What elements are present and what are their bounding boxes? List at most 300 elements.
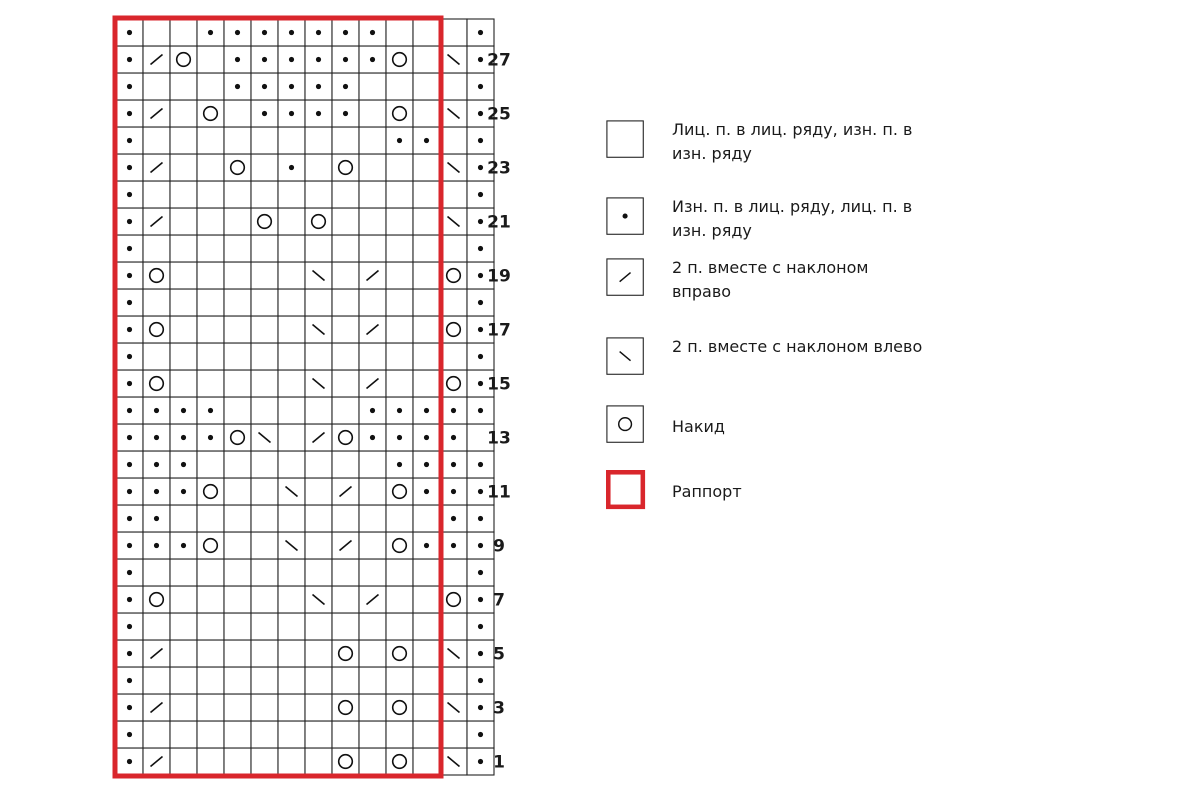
chart-cell — [440, 289, 467, 316]
chart-cell — [251, 181, 278, 208]
chart-cell — [332, 208, 359, 235]
purl-dot — [424, 489, 429, 494]
chart-cell — [386, 505, 413, 532]
chart-cell — [413, 505, 440, 532]
chart-cell — [197, 694, 224, 721]
chart-cell — [278, 208, 305, 235]
chart-cell — [386, 316, 413, 343]
purl-dot — [478, 354, 483, 359]
chart-cell — [440, 559, 467, 586]
chart-cell — [278, 397, 305, 424]
chart-cell — [143, 343, 170, 370]
chart-cell — [143, 370, 170, 397]
chart-cell — [197, 532, 224, 559]
chart-cell — [170, 316, 197, 343]
chart-cell — [197, 208, 224, 235]
purl-dot — [127, 111, 132, 116]
purl-dot — [478, 138, 483, 143]
row-number: 19 — [487, 266, 511, 287]
chart-cell — [305, 451, 332, 478]
purl-dot — [424, 462, 429, 467]
purl-dot — [127, 84, 132, 89]
chart-cell — [224, 181, 251, 208]
chart-cell — [332, 316, 359, 343]
purl-dot — [127, 138, 132, 143]
chart-cell — [278, 289, 305, 316]
chart-cell — [332, 748, 359, 775]
chart-cell — [170, 208, 197, 235]
chart-cell — [170, 289, 197, 316]
chart-cell — [251, 289, 278, 316]
purl-dot — [478, 408, 483, 413]
chart-cell — [359, 721, 386, 748]
chart-cell — [224, 343, 251, 370]
row-number: 11 — [487, 482, 511, 503]
legend-symbol-blank-icon — [606, 120, 646, 160]
chart-cell — [278, 667, 305, 694]
chart-cell — [251, 235, 278, 262]
chart-cell — [386, 235, 413, 262]
chart-cell — [386, 100, 413, 127]
chart-cell — [224, 154, 251, 181]
purl-dot — [235, 30, 240, 35]
chart-cell — [224, 100, 251, 127]
row-number: 7 — [493, 590, 505, 611]
purl-dot — [127, 57, 132, 62]
chart-cell — [332, 559, 359, 586]
chart-cell — [386, 181, 413, 208]
purl-dot — [127, 165, 132, 170]
purl-dot — [154, 435, 159, 440]
purl-dot — [262, 57, 267, 62]
legend-item-repeat — [606, 470, 932, 510]
chart-cell — [143, 316, 170, 343]
chart-cell — [359, 640, 386, 667]
chart-cell — [251, 397, 278, 424]
chart-cell — [413, 694, 440, 721]
chart-cell — [197, 343, 224, 370]
legend-item-blank — [606, 120, 932, 166]
purl-dot — [127, 435, 132, 440]
chart-cell — [170, 667, 197, 694]
chart-cell — [359, 505, 386, 532]
chart-cell — [440, 181, 467, 208]
chart-cell — [332, 586, 359, 613]
chart-cell — [197, 181, 224, 208]
chart-cell — [413, 181, 440, 208]
purl-dot — [127, 516, 132, 521]
chart-cell — [224, 613, 251, 640]
chart-cell — [332, 154, 359, 181]
chart-cell — [413, 748, 440, 775]
row-number: 27 — [487, 50, 511, 71]
chart-cell — [224, 289, 251, 316]
purl-dot — [127, 624, 132, 629]
purl-dot — [451, 543, 456, 548]
chart-cell — [197, 586, 224, 613]
purl-dot — [424, 543, 429, 548]
chart-cell — [413, 559, 440, 586]
purl-dot — [181, 408, 186, 413]
chart-cell — [143, 559, 170, 586]
legend-symbol-repeat-icon — [606, 470, 646, 510]
chart-cell — [251, 640, 278, 667]
chart-cell — [413, 667, 440, 694]
chart-cell — [359, 100, 386, 127]
chart-cell — [251, 127, 278, 154]
chart-cell — [359, 154, 386, 181]
row-number: 9 — [493, 536, 505, 557]
chart-cell — [305, 559, 332, 586]
chart-cell — [413, 100, 440, 127]
chart-cell — [170, 505, 197, 532]
purl-dot — [154, 516, 159, 521]
chart-cell — [278, 748, 305, 775]
purl-dot — [424, 435, 429, 440]
chart-cell — [440, 721, 467, 748]
purl-dot — [127, 408, 132, 413]
chart-cell — [386, 289, 413, 316]
purl-dot — [316, 84, 321, 89]
chart-cell — [170, 370, 197, 397]
purl-dot — [478, 462, 483, 467]
chart-cell — [278, 370, 305, 397]
purl-dot — [127, 732, 132, 737]
legend-item-slash-right — [606, 258, 932, 304]
purl-dot — [478, 57, 483, 62]
chart-cell — [170, 46, 197, 73]
chart-cell — [305, 667, 332, 694]
chart-cell — [440, 316, 467, 343]
chart-cell — [386, 73, 413, 100]
chart-cell — [251, 748, 278, 775]
purl-dot — [397, 408, 402, 413]
purl-dot — [478, 246, 483, 251]
chart-cell — [143, 262, 170, 289]
chart-cell — [143, 721, 170, 748]
purl-dot — [127, 543, 132, 548]
purl-dot — [451, 489, 456, 494]
chart-cell — [278, 559, 305, 586]
purl-dot — [154, 462, 159, 467]
purl-dot — [127, 705, 132, 710]
chart-cell — [278, 262, 305, 289]
chart-cell — [251, 694, 278, 721]
purl-dot — [289, 165, 294, 170]
chart-cell — [332, 397, 359, 424]
chart-cell — [224, 370, 251, 397]
purl-dot — [127, 678, 132, 683]
chart-cell — [440, 262, 467, 289]
chart-cell — [359, 559, 386, 586]
chart-cell — [278, 451, 305, 478]
chart-cell — [170, 181, 197, 208]
purl-dot — [397, 462, 402, 467]
purl-dot — [154, 408, 159, 413]
chart-cell — [305, 532, 332, 559]
chart-cell — [143, 289, 170, 316]
chart-cell — [359, 478, 386, 505]
chart-cell — [332, 127, 359, 154]
purl-dot — [370, 408, 375, 413]
chart-cell — [278, 694, 305, 721]
purl-dot — [478, 624, 483, 629]
chart-cell — [251, 505, 278, 532]
chart-cell — [224, 424, 251, 451]
chart-cell — [278, 127, 305, 154]
purl-dot — [262, 30, 267, 35]
legend-symbol-circle-icon — [606, 405, 646, 445]
purl-dot — [451, 435, 456, 440]
purl-dot — [343, 30, 348, 35]
chart-cell — [305, 613, 332, 640]
chart-cell — [332, 181, 359, 208]
chart-cell — [332, 262, 359, 289]
chart-cell — [440, 586, 467, 613]
purl-dot — [451, 462, 456, 467]
purl-dot — [478, 759, 483, 764]
chart-cell — [386, 343, 413, 370]
chart-cell — [224, 127, 251, 154]
row-number: 13 — [487, 428, 511, 449]
purl-dot — [316, 30, 321, 35]
chart-cell — [224, 667, 251, 694]
chart-cell — [413, 613, 440, 640]
chart-cell — [278, 343, 305, 370]
chart-cell — [359, 613, 386, 640]
chart-cell — [170, 748, 197, 775]
chart-cell — [386, 532, 413, 559]
chart-cell — [251, 262, 278, 289]
row-number: 25 — [487, 104, 511, 125]
chart-cell — [197, 73, 224, 100]
chart-cell — [278, 235, 305, 262]
chart-cell — [359, 181, 386, 208]
purl-dot — [127, 462, 132, 467]
purl-dot — [478, 732, 483, 737]
purl-dot — [451, 516, 456, 521]
chart-cell — [413, 289, 440, 316]
purl-dot — [370, 57, 375, 62]
chart-cell — [386, 208, 413, 235]
purl-dot — [478, 489, 483, 494]
chart-cell — [305, 127, 332, 154]
chart-cell — [413, 235, 440, 262]
purl-dot — [424, 138, 429, 143]
purl-dot — [397, 435, 402, 440]
chart-cell — [413, 208, 440, 235]
chart-cell — [197, 748, 224, 775]
chart-cell — [170, 127, 197, 154]
purl-dot — [478, 678, 483, 683]
chart-cell — [440, 667, 467, 694]
chart-cell — [359, 73, 386, 100]
row-number: 3 — [493, 698, 505, 719]
chart-cell — [197, 46, 224, 73]
chart-cell — [197, 370, 224, 397]
chart-cell — [305, 397, 332, 424]
purl-dot — [478, 543, 483, 548]
chart-cell — [305, 748, 332, 775]
chart-cell — [224, 316, 251, 343]
chart-cell — [224, 262, 251, 289]
purl-dot — [127, 246, 132, 251]
chart-cell — [197, 289, 224, 316]
purl-dot — [289, 57, 294, 62]
chart-cell — [359, 343, 386, 370]
chart-cell — [170, 154, 197, 181]
purl-dot — [343, 84, 348, 89]
chart-cell — [332, 451, 359, 478]
chart-cell — [305, 721, 332, 748]
purl-dot — [154, 543, 159, 548]
chart-cell — [305, 343, 332, 370]
legend-label: Накид — [672, 417, 725, 436]
chart-cell — [305, 154, 332, 181]
legend-item-dot — [606, 197, 932, 243]
purl-dot — [181, 462, 186, 467]
chart-cell — [413, 343, 440, 370]
chart-cell — [413, 262, 440, 289]
chart-cell — [251, 613, 278, 640]
chart-cell — [251, 451, 278, 478]
chart-cell — [359, 451, 386, 478]
chart-cell — [305, 181, 332, 208]
purl-dot — [208, 408, 213, 413]
chart-cell — [386, 613, 413, 640]
purl-dot — [424, 408, 429, 413]
chart-cell — [197, 154, 224, 181]
purl-dot — [343, 57, 348, 62]
chart-cell — [386, 19, 413, 46]
chart-cell — [386, 46, 413, 73]
purl-dot — [127, 759, 132, 764]
purl-dot — [127, 489, 132, 494]
chart-cell — [197, 451, 224, 478]
chart-cell — [413, 316, 440, 343]
chart-cell — [170, 73, 197, 100]
purl-dot — [478, 111, 483, 116]
chart-cell — [359, 694, 386, 721]
chart-cell — [359, 208, 386, 235]
purl-dot — [127, 354, 132, 359]
purl-dot — [451, 408, 456, 413]
chart-cell — [278, 613, 305, 640]
chart-cell — [413, 721, 440, 748]
chart-cell — [386, 694, 413, 721]
chart-cell — [278, 586, 305, 613]
purl-dot — [127, 651, 132, 656]
chart-cell — [143, 73, 170, 100]
purl-dot — [478, 165, 483, 170]
chart-cell — [332, 721, 359, 748]
chart-cell — [332, 424, 359, 451]
chart-cell — [332, 613, 359, 640]
chart-cell — [197, 721, 224, 748]
purl-dot — [478, 30, 483, 35]
chart-cell — [170, 640, 197, 667]
legend-symbol-dot-icon — [606, 197, 646, 237]
legend-label: Раппорт — [672, 482, 742, 501]
purl-dot — [262, 111, 267, 116]
chart-cell — [278, 181, 305, 208]
chart-cell — [305, 235, 332, 262]
chart-cell — [224, 397, 251, 424]
chart-cell — [224, 505, 251, 532]
chart-cell — [305, 289, 332, 316]
chart-cell — [278, 640, 305, 667]
chart-cell — [197, 478, 224, 505]
chart-cell — [440, 19, 467, 46]
chart-cell — [332, 505, 359, 532]
purl-dot — [289, 30, 294, 35]
chart-cell — [413, 46, 440, 73]
chart-cell — [413, 154, 440, 181]
purl-dot — [181, 489, 186, 494]
chart-cell — [143, 127, 170, 154]
chart-cell — [170, 262, 197, 289]
chart-cell — [332, 694, 359, 721]
chart-cell — [251, 370, 278, 397]
chart-cell — [386, 667, 413, 694]
chart-cell — [170, 19, 197, 46]
purl-dot — [289, 84, 294, 89]
purl-dot — [127, 219, 132, 224]
purl-dot — [370, 435, 375, 440]
purl-dot — [316, 111, 321, 116]
chart-cell — [224, 532, 251, 559]
chart-cell — [224, 478, 251, 505]
chart-cell — [143, 235, 170, 262]
chart-cell — [170, 100, 197, 127]
chart-cell — [224, 559, 251, 586]
legend-item-slash-left — [606, 337, 932, 377]
chart-cell — [386, 559, 413, 586]
chart-cell — [413, 370, 440, 397]
chart-cell — [413, 640, 440, 667]
chart-cell — [359, 667, 386, 694]
chart-cell — [251, 532, 278, 559]
chart-cell — [224, 721, 251, 748]
purl-dot — [397, 138, 402, 143]
chart-cell — [251, 343, 278, 370]
chart-cell — [224, 208, 251, 235]
chart-cell — [251, 316, 278, 343]
chart-cell — [305, 208, 332, 235]
chart-cell — [305, 694, 332, 721]
chart-cell — [251, 667, 278, 694]
chart-cell — [332, 289, 359, 316]
chart-cell — [224, 586, 251, 613]
purl-dot — [127, 273, 132, 278]
purl-dot — [127, 381, 132, 386]
purl-dot — [316, 57, 321, 62]
chart-cell — [224, 451, 251, 478]
chart-cell — [278, 721, 305, 748]
chart-cell — [386, 262, 413, 289]
chart-cell — [251, 721, 278, 748]
chart-cell — [197, 613, 224, 640]
purl-dot — [478, 219, 483, 224]
chart-cell — [278, 316, 305, 343]
purl-dot — [181, 543, 186, 548]
purl-dot — [127, 327, 132, 332]
chart-cell — [170, 694, 197, 721]
purl-dot — [127, 192, 132, 197]
purl-dot — [181, 435, 186, 440]
purl-dot — [478, 327, 483, 332]
chart-cell — [413, 19, 440, 46]
